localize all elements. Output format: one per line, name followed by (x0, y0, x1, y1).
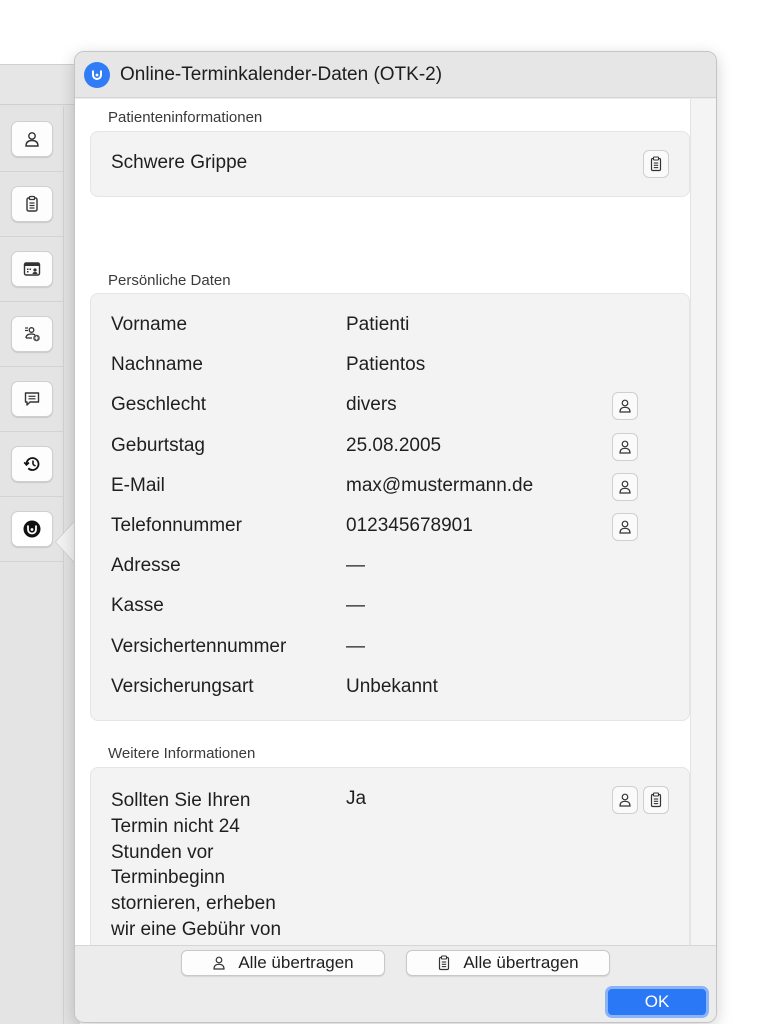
sidebar-button-otk[interactable] (11, 511, 53, 547)
personal-data-row (91, 628, 691, 668)
personal-data-row (91, 547, 691, 587)
clipboard-icon (649, 156, 663, 172)
field-value: Patientos (346, 354, 426, 376)
sidebar-item-history[interactable] (0, 432, 64, 497)
field-label: Adresse (111, 555, 181, 577)
sidebar-button-history[interactable] (11, 446, 53, 482)
clipboard-icon (649, 792, 663, 808)
sidebar-item-person[interactable] (0, 107, 64, 172)
field-value: — (346, 555, 365, 577)
personal-data-row (91, 386, 691, 426)
cancellation-question (111, 788, 281, 969)
question-line: Stunden vor (111, 841, 214, 863)
sidebar-item-clipboard[interactable] (0, 172, 64, 237)
field-value: divers (346, 394, 397, 416)
person-icon (23, 130, 41, 148)
popover-arrow (56, 520, 76, 564)
otk-app-icon (84, 62, 110, 88)
personal-data-row (91, 507, 691, 547)
sidebar-item-messages[interactable] (0, 367, 64, 432)
transfer-field-person-button[interactable] (612, 433, 638, 461)
field-label: Nachname (111, 354, 203, 376)
person-icon (618, 519, 632, 535)
field-value: — (346, 635, 365, 657)
sidebar-button-person[interactable] (11, 121, 53, 157)
section-label-further-info: Weitere Informationen (108, 745, 256, 762)
transfer-field-person-button[interactable] (612, 513, 638, 541)
otk-logo-icon (23, 520, 41, 538)
personal-data-row (91, 467, 691, 507)
question-line: stornieren, erheben (111, 893, 276, 915)
question-line: wir eine Gebühr von (111, 918, 282, 940)
field-value: Unbekannt (346, 675, 438, 697)
sidebar-rail (0, 107, 64, 1024)
dialog-footer (75, 945, 717, 1023)
transfer-all-person-label: Alle übertragen (238, 953, 354, 972)
field-label: Vorname (111, 314, 188, 335)
section-label-patient-info: Patienteninformationen (108, 109, 263, 126)
clipboard-icon (437, 955, 451, 971)
transfer-all-person-button[interactable] (181, 950, 385, 976)
sidebar-button-person-list[interactable] (11, 316, 53, 352)
personal-data-row (91, 427, 691, 467)
ok-button[interactable]: OK (605, 986, 709, 1018)
cancellation-answer: Ja (346, 788, 367, 809)
question-line: Terminbeginn (111, 867, 226, 889)
dialog-content (75, 99, 690, 945)
sidebar-item-otk[interactable] (0, 497, 64, 562)
sidebar-button-clipboard[interactable] (11, 186, 53, 222)
clipboard-icon (23, 195, 41, 213)
personal-data-row (91, 668, 691, 708)
question-line: Sollten Sie Ihren (111, 790, 251, 811)
field-label: Versichertennummer (111, 635, 287, 657)
dialog-titlebar (75, 52, 716, 98)
person-icon (212, 955, 226, 971)
field-label: Telefonnummer (111, 515, 242, 536)
question-line: Termin nicht 24 (111, 815, 240, 837)
person-icon (618, 398, 632, 414)
person-icon (618, 792, 632, 808)
field-value: Patienti (346, 314, 410, 335)
field-value: 25.08.2005 (346, 434, 442, 456)
otk-data-dialog (74, 51, 717, 1023)
scrollbar-track[interactable] (690, 99, 717, 945)
field-value: 012345678901 (346, 515, 473, 536)
calendar-person-icon (23, 260, 41, 278)
personal-data-card (90, 293, 690, 721)
field-label: E-Mail (111, 474, 165, 496)
sidebar-button-calendar[interactable] (11, 251, 53, 287)
field-label: Geburtstag (111, 434, 205, 456)
field-value: — (346, 595, 365, 617)
transfer-answer-clipboard-button[interactable] (643, 786, 669, 814)
section-label-personal-data: Persönliche Daten (108, 272, 231, 289)
otk-logo-icon (89, 67, 105, 83)
personal-data-row (91, 346, 691, 386)
transfer-all-clipboard-label: Alle übertragen (463, 953, 579, 972)
transfer-all-clipboard-button[interactable] (406, 950, 610, 976)
transfer-answer-person-button[interactable] (612, 786, 638, 814)
personal-data-row (91, 587, 691, 627)
history-icon (23, 455, 41, 473)
field-label: Geschlecht (111, 394, 207, 416)
sidebar-button-messages[interactable] (11, 381, 53, 417)
transfer-field-person-button[interactable] (612, 392, 638, 420)
background-toolbar (0, 65, 80, 105)
dialog-title: Online-Terminkalender-Daten (OTK-2) (120, 63, 443, 85)
patient-info-card (90, 131, 690, 197)
transfer-field-person-button[interactable] (612, 473, 638, 501)
sidebar-item-calendar[interactable] (0, 237, 64, 302)
field-value: max@mustermann.de (346, 474, 534, 496)
person-icon (618, 439, 632, 455)
speech-bubble-icon (23, 390, 41, 408)
person-icon (618, 479, 632, 495)
sidebar-item-person-list[interactable] (0, 302, 64, 367)
field-label: Kasse (111, 595, 164, 617)
person-list-add-icon (23, 325, 41, 343)
field-label: Versicherungsart (111, 675, 254, 697)
personal-data-row (91, 306, 691, 346)
appointment-reason: Schwere Grippe (111, 152, 248, 173)
transfer-reason-clipboard-button[interactable] (643, 150, 669, 178)
